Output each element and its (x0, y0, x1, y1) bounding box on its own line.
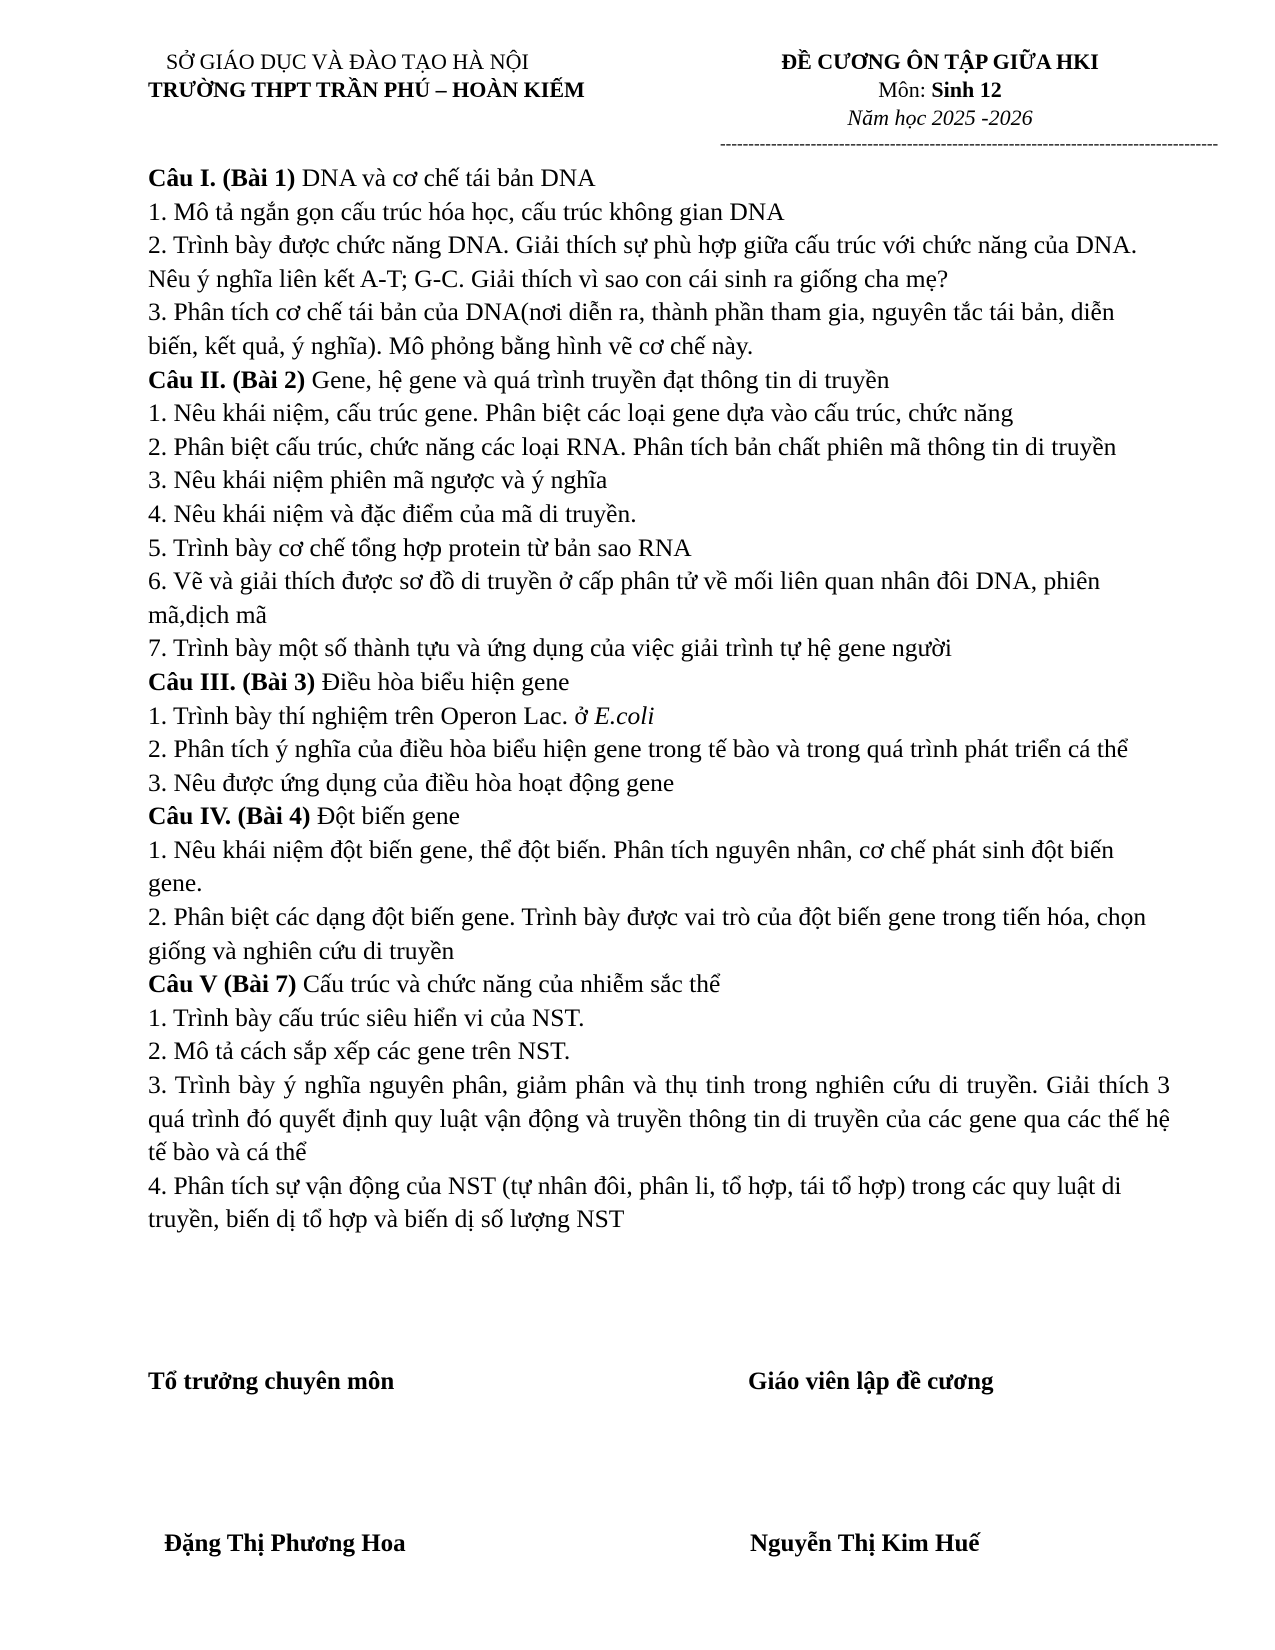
section-heading (148, 665, 1170, 699)
list-item: 1. Trình bày cấu trúc siêu hiển vi của NST. (148, 1002, 585, 1032)
signature-title-right: Giáo viên lập đề cương (748, 1368, 994, 1395)
list-item: 2. Trình bày được chức năng DNA. Giải thích sự phù hợp giữa cấu trúc với chức năng của DNA. Nêu ý nghĩa liên kết A-T; G-C. Giải thích vì sao con cái sinh ra giống cha mẹ? (148, 230, 1138, 293)
list-item: 7. Trình bày một số thành tựu và ứng dụng của việc giải trình tự hệ gene người (148, 633, 952, 663)
list-item: 1. Nêu khái niệm, cấu trúc gene. Phân biệt các loại gene dựa vào cấu trúc, chức năng (148, 398, 1014, 428)
section-title: DNA và cơ chế tái bản DNA (295, 163, 596, 192)
list-item: 1. Mô tả ngắn gọn cấu trúc hóa học, cấu trúc không gian DNA (148, 196, 785, 226)
document-title: ĐỀ CƯƠNG ÔN TẬP GIỮA HKI (781, 49, 1099, 74)
list-item: 1. Nêu khái niệm đột biến gene, thể đột biến. Phân tích nguyên nhân, cơ chế phát sinh đột biến gene. (148, 834, 1114, 898)
section-number: Câu I. (Bài 1) (148, 163, 296, 192)
section-title: Gene, hệ gene và quá trình truyền đạt thông tin di truyền (305, 364, 890, 394)
header-left (148, 48, 668, 104)
section-heading (148, 799, 1170, 833)
list-item: 3. Nêu khái niệm phiên mã ngược và ý nghĩa (148, 465, 608, 495)
list-item: 3. Nêu được ứng dụng của điều hòa hoạt động gene (148, 767, 675, 797)
section-number: Câu II. (Bài 2) (148, 364, 306, 394)
section-title: Điều hòa biểu hiện gene (315, 666, 570, 696)
school-year: Năm học 2025 -2026 (847, 105, 1033, 130)
list-item: 4. Nêu khái niệm và đặc điểm của mã di truyền. (148, 498, 637, 528)
list-item: 6. Vẽ và giải thích được sơ đồ di truyền ở cấp phân tử về mối liên quan nhân đôi DNA, phiên mã,dịch mã (148, 566, 1101, 629)
section-heading (148, 363, 1170, 397)
section-heading (148, 161, 1170, 195)
list-item: 3. Phân tích cơ chế tái bản của DNA(nơi diễn ra, thành phần tham gia, nguyên tắc tái bản, diễn biến, kết quả, ý nghĩa). Mô phỏng bằng hình vẽ cơ chế này. (148, 297, 1115, 360)
section-title: Đột biến gene (310, 801, 460, 831)
subject-label: Môn: (878, 77, 932, 102)
subject-line (720, 76, 1160, 104)
section-title: Cấu trúc và chức năng của nhiễm sắc thể (296, 969, 721, 999)
list-item: 4. Phân tích sự vận động của NST (tự nhân đôi, phân li, tổ hợp, tái tổ hợp) trong các quy luật di truyền, biến dị tổ hợp và biến dị số lượng NST (148, 1170, 1122, 1234)
list-item: 2. Phân biệt cấu trúc, chức năng các loại RNA. Phân tích bản chất phiên mã thông tin di truyền (148, 431, 1117, 461)
list-item: 5. Trình bày cơ chế tổng hợp protein từ bản sao RNA (148, 532, 692, 562)
department-name: SỞ GIÁO DỤC VÀ ĐÀO TẠO HÀ NỘI (166, 49, 529, 74)
subject-value: Sinh 12 (931, 77, 1002, 102)
list-item (148, 699, 1170, 733)
section-heading (148, 967, 1170, 1001)
header-right (720, 48, 1219, 156)
section-number: Câu V (Bài 7) (148, 969, 297, 999)
signature-name-right: Nguyễn Thị Kim Huế (750, 1530, 980, 1557)
species-name: E.coli (594, 700, 655, 730)
list-item-text: 1. Trình bày thí nghiệm trên Operon Lac. ở (148, 700, 595, 730)
signature-name-left: Đặng Thị Phương Hoa (164, 1530, 406, 1557)
list-item: 2. Mô tả cách sắp xếp các gene trên NST. (148, 1036, 571, 1066)
list-item: 2. Phân tích ý nghĩa của điều hòa biểu hiện gene trong tế bào và trong quá trình phát triển cá thể (148, 734, 1129, 764)
section-number: Câu IV. (Bài 4) (148, 801, 311, 831)
list-item: 3. Trình bày ý nghĩa nguyên phân, giảm phân và thụ tinh trong nghiên cứu di truyền. Giải thích 3 quá trình đó quyết định quy luật vận động và truyền thông tin di truyền của các gene qua các thế hệ tế bào và cá thể (148, 1070, 1170, 1167)
section-number: Câu III. (Bài 3) (148, 666, 316, 696)
signature-title-left: Tổ trưởng chuyên môn (148, 1368, 395, 1395)
list-item: 2. Phân biệt các dạng đột biến gene. Trình bày được vai trò của đột biến gene trong tiến hóa, chọn giống và nghiên cứu di truyền (148, 902, 1147, 965)
header-rule: ---------------------------------------------------------------------------------------- (720, 134, 1219, 153)
school-name: TRƯỜNG THPT TRẦN PHÚ – HOÀN KIẾM (148, 77, 585, 102)
document-body (148, 161, 1170, 1236)
